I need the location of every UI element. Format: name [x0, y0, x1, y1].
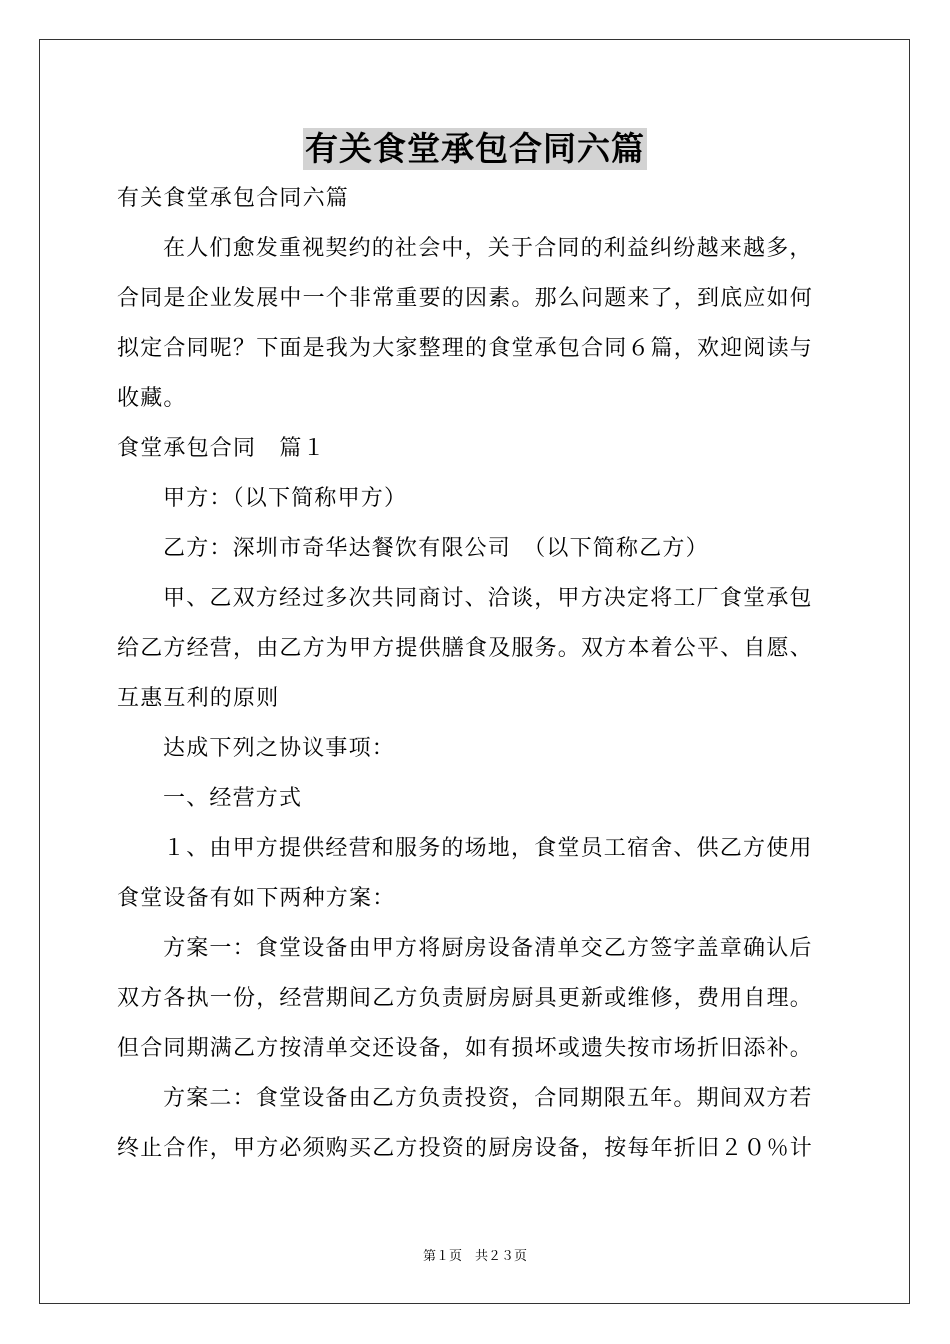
paragraph-line: 给乙方经营，由乙方为甲方提供膳食及服务。双方本着公平、自愿、 [117, 636, 814, 661]
page-border [39, 39, 910, 1304]
paragraph-line: 合同是企业发展中一个非常重要的因素。那么问题来了，到底应如何 [117, 286, 814, 311]
paragraph-line: 双方各执一份，经营期间乙方负责厨房厨具更新或维修，费用自理。 [117, 986, 814, 1011]
paragraph-line: 食堂设备有如下两种方案： [117, 886, 396, 911]
paragraph-line: 甲、乙双方经过多次共同商讨、洽谈，甲方决定将工厂食堂承包 [163, 586, 813, 611]
paragraph-line: 方案二：食堂设备由乙方负责投资，合同期限五年。期间双方若 [163, 1086, 813, 1111]
paragraph-line: 在人们愈发重视契约的社会中，关于合同的利益纠纷越来越多， [163, 236, 813, 261]
section-heading: 一、经营方式 [163, 786, 303, 811]
paragraph-line: 乙方：深圳市奇华达餐饮有限公司 （以下简称乙方） [163, 536, 709, 561]
document-title: 有关食堂承包合同六篇 [305, 129, 645, 168]
paragraph-line: 甲方：（以下简称甲方） [163, 486, 408, 511]
paragraph-line: 方案一：食堂设备由甲方将厨房设备清单交乙方签字盖章确认后 [163, 936, 813, 961]
paragraph-line: 达成下列之协议事项： [163, 736, 396, 761]
paragraph-line: 但合同期满乙方按清单交还设备，如有损坏或遗失按市场折旧添补。 [117, 1036, 814, 1061]
paragraph-line: 拟定合同呢？下面是我为大家整理的食堂承包合同６篇，欢迎阅读与 [117, 336, 814, 361]
section-heading: 食堂承包合同 篇１ [117, 436, 326, 461]
paragraph-line: １、由甲方提供经营和服务的场地，食堂员工宿舍、供乙方使用 [163, 836, 813, 861]
subtitle-line: 有关食堂承包合同六篇 [117, 186, 350, 211]
paragraph-line: 终止合作，甲方必须购买乙方投资的厨房设备，按每年折旧２０％计 [117, 1136, 814, 1161]
paragraph-line: 收藏。 [117, 386, 187, 411]
page-footer: 第１页 共２３页 [422, 1249, 527, 1264]
paragraph-line: 互惠互利的原则 [117, 686, 280, 711]
